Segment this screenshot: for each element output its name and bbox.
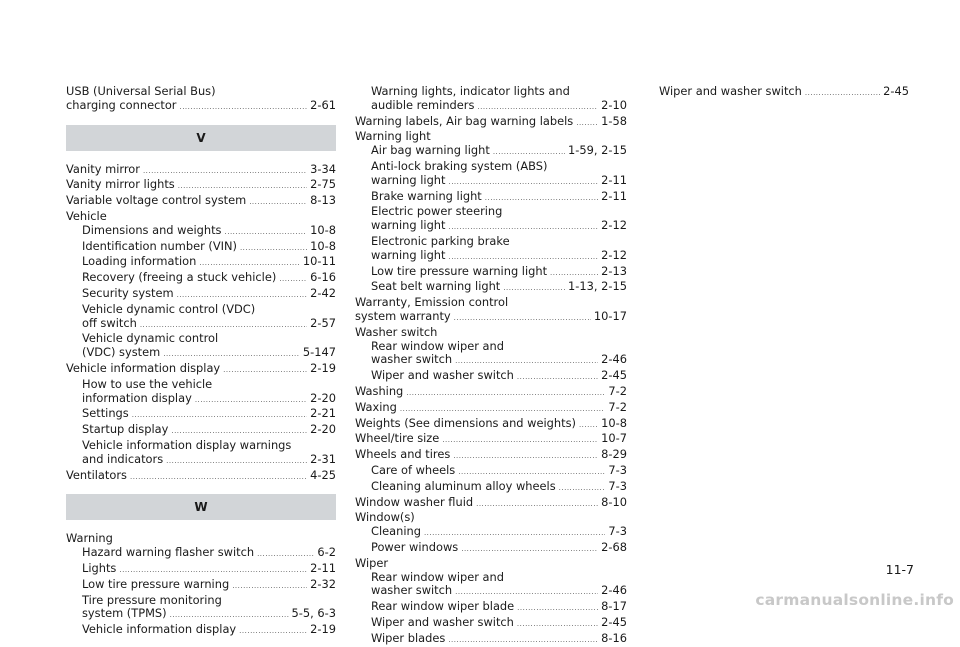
index-subheading: How to use the vehicle (82, 376, 213, 391)
entry-page-ref: 2-11 (601, 188, 627, 203)
entry-page-ref: 2-45 (883, 84, 909, 98)
index-entry (66, 163, 336, 179)
index-subentry (355, 464, 627, 480)
entry-page-ref: 2-45 (601, 614, 627, 629)
entry-label: Security system (82, 285, 174, 300)
index-entry (66, 178, 336, 194)
entry-page-ref: 7-2 (608, 399, 627, 414)
index-subentry (355, 600, 627, 616)
entry-label: Hazard warning flasher switch (82, 545, 255, 560)
entry-page-ref: 10-17 (593, 308, 627, 323)
index-subentry (355, 353, 627, 369)
entry-label: information display (82, 390, 192, 405)
entry-page-ref: 8-13 (310, 193, 336, 208)
index-entry (355, 401, 627, 417)
entry-page-ref: 2-19 (310, 360, 336, 375)
dot-leader (171, 423, 307, 439)
entry-label: Care of wheels (371, 462, 456, 477)
entry-label: and indicators (82, 451, 164, 466)
index-subentry (66, 607, 336, 623)
index-entry (66, 194, 336, 210)
dot-leader (232, 578, 307, 594)
index-column-1 (66, 85, 336, 639)
entry-page-ref: 5-147 (302, 345, 336, 360)
index-entry (66, 362, 336, 378)
dot-leader (239, 623, 307, 639)
dot-leader (517, 616, 598, 632)
index-subentry (355, 249, 627, 265)
dot-leader (179, 99, 307, 115)
entry-label: Power windows (371, 539, 459, 554)
index-subentry (66, 562, 336, 578)
entry-label: Wiper and washer switch (371, 368, 514, 383)
entry-page-ref: 2-57 (310, 315, 336, 330)
entry-page-ref: 2-13 (601, 263, 627, 278)
dot-leader (448, 632, 598, 647)
entry-label: Seat belt warning light (371, 279, 501, 294)
entry-label: charging connector (66, 97, 177, 112)
page-number: 11-7 (885, 562, 914, 577)
entry-label: Vanity mirror (66, 161, 140, 176)
entry-page-ref: 8-16 (601, 630, 627, 645)
index-subheading: Vehicle information display warnings (82, 437, 292, 452)
dot-leader (476, 496, 598, 512)
index-subentry (355, 632, 627, 647)
entry-label: Vanity mirror lights (66, 177, 175, 192)
dot-leader (576, 115, 598, 131)
watermark-text: carmanualsonline.info (755, 591, 954, 609)
index-entry (355, 385, 627, 401)
entry-page-ref: 2-19 (310, 622, 336, 637)
index-subheading: Rear window wiper and (371, 338, 504, 353)
dot-leader (550, 265, 598, 281)
dot-leader (178, 178, 307, 194)
entry-label: Wheel/tire size (355, 431, 440, 446)
index-subentry (66, 271, 336, 287)
entry-page-ref: 8-29 (601, 447, 627, 462)
dot-leader (442, 432, 598, 448)
index-entry (66, 469, 336, 485)
entry-page-ref: 10-8 (310, 238, 336, 253)
index-entry (355, 310, 627, 326)
index-subentry (66, 255, 336, 271)
dot-leader (579, 417, 598, 433)
entry-page-ref: 2-10 (601, 97, 627, 112)
entry-page-ref: 7-3 (608, 462, 627, 477)
dot-leader (195, 392, 307, 408)
entry-page-ref: 6-2 (317, 545, 336, 560)
index-subentry (66, 346, 336, 362)
dot-leader (805, 85, 880, 101)
entry-page-ref: 2-46 (601, 583, 627, 598)
entry-label: Low tire pressure warning (82, 576, 230, 591)
index-subentry (66, 578, 336, 594)
dot-leader (448, 249, 598, 265)
section-header-w: W (66, 494, 336, 520)
entry-page-ref: 8-10 (601, 494, 627, 509)
index-subentry (66, 546, 336, 562)
dot-leader (199, 255, 300, 271)
dot-leader (424, 525, 605, 541)
entry-page-ref: 7-2 (608, 383, 627, 398)
index-entry (355, 417, 627, 433)
dot-leader (279, 271, 307, 287)
entry-label: Ventilators (66, 467, 127, 482)
entry-label: Cleaning aluminum alloy wheels (371, 478, 556, 493)
entry-label: audible reminders (371, 97, 475, 112)
entry-label: Settings (82, 406, 129, 421)
index-heading: Wiper (355, 555, 389, 570)
entry-label: Warning labels, Air bag warning labels (355, 113, 574, 128)
index-subheading: Tire pressure monitoring (82, 592, 222, 607)
entry-label: Wiper and washer switch (371, 614, 514, 629)
entry-label: Air bag warning light (371, 143, 490, 158)
entry-label: warning light (371, 218, 446, 233)
index-subentry (643, 85, 909, 101)
entry-label: off switch (82, 315, 137, 330)
entry-page-ref: 2-21 (310, 406, 336, 421)
index-heading: Warning (66, 531, 113, 546)
entry-label: Wiper blades (371, 630, 446, 645)
entry-page-ref: 1-13, 2-15 (568, 279, 627, 294)
entry-label: (VDC) system (82, 345, 161, 360)
dot-leader (249, 194, 307, 210)
entry-label: system (TPMS) (82, 606, 167, 621)
dot-leader (455, 353, 598, 369)
index-subentry (355, 541, 627, 557)
entry-page-ref: 2-20 (310, 390, 336, 405)
index-subheading: Anti-lock braking system (ABS) (371, 158, 548, 173)
entry-page-ref: 10-7 (601, 431, 627, 446)
index-subentry (355, 219, 627, 235)
index-subentry (66, 224, 336, 240)
entry-page-ref: 2-11 (310, 560, 336, 575)
dot-leader (130, 469, 307, 485)
index-subentry (66, 423, 336, 439)
index-subentry (66, 287, 336, 303)
entry-page-ref: 1-59, 2-15 (568, 143, 627, 158)
entry-label: Recovery (freeing a stuck vehicle) (82, 270, 277, 285)
index-subentry (66, 240, 336, 256)
dot-leader (170, 607, 289, 623)
dot-leader (163, 346, 300, 362)
entry-page-ref: 2-42 (310, 285, 336, 300)
dot-leader (406, 385, 605, 401)
dot-leader (454, 310, 591, 326)
dot-leader (177, 287, 308, 303)
index-subentry (66, 453, 336, 469)
dot-leader (517, 369, 598, 385)
entry-label: Vehicle information display (66, 360, 221, 375)
index-subheading: Warning lights, indicator lights and (371, 84, 570, 98)
dot-leader (257, 546, 314, 562)
entry-page-ref: 10-8 (310, 222, 336, 237)
index-heading: Warning light (355, 129, 431, 144)
dot-leader (493, 144, 565, 160)
index-subheading: Electric power steering (371, 204, 503, 219)
index-heading: Washer switch (355, 324, 438, 339)
dot-leader (477, 99, 598, 115)
index-heading: USB (Universal Serial Bus) (66, 84, 216, 98)
index-subentry (355, 99, 627, 115)
dot-leader (240, 240, 307, 256)
entry-page-ref: 4-25 (310, 467, 336, 482)
dot-leader (458, 464, 605, 480)
entry-label: Washing (355, 383, 404, 398)
index-entry (355, 432, 627, 448)
dot-leader (225, 224, 308, 240)
entry-label: Low tire pressure warning light (371, 263, 548, 278)
entry-label: Dimensions and weights (82, 222, 222, 237)
index-entry (355, 448, 627, 464)
index-entry (355, 115, 627, 131)
index-subentry (66, 392, 336, 408)
entry-label: Startup display (82, 422, 169, 437)
index-subentry (355, 525, 627, 541)
entry-page-ref: 2-20 (310, 422, 336, 437)
entry-label: Variable voltage control system (66, 193, 247, 208)
dot-leader (455, 584, 598, 600)
entry-page-ref: 2-31 (310, 451, 336, 466)
entry-label: washer switch (371, 352, 453, 367)
entry-page-ref: 2-68 (601, 539, 627, 554)
dot-leader (503, 280, 565, 296)
dot-leader (400, 401, 606, 417)
entry-page-ref: 2-46 (601, 352, 627, 367)
entry-label: Rear window wiper blade (371, 599, 515, 614)
entry-label: Lights (82, 560, 117, 575)
index-subentry (355, 144, 627, 160)
entry-page-ref: 5-5, 6-3 (291, 606, 336, 621)
entry-page-ref: 2-12 (601, 247, 627, 262)
index-heading: Vehicle (66, 208, 107, 223)
dot-leader (453, 448, 598, 464)
entry-label: Wiper and washer switch (659, 84, 802, 98)
dot-leader (559, 480, 606, 496)
index-subentry (355, 369, 627, 385)
index-subentry (355, 265, 627, 281)
entry-label: warning light (371, 247, 446, 262)
dot-leader (223, 362, 307, 378)
entry-label: system warranty (355, 308, 451, 323)
entry-page-ref: 2-32 (310, 576, 336, 591)
dot-leader (461, 541, 598, 557)
entry-page-ref: 8-17 (601, 599, 627, 614)
entry-label: Brake warning light (371, 188, 482, 203)
index-subheading: Rear window wiper and (371, 569, 504, 584)
entry-page-ref: 10-11 (302, 254, 336, 269)
entry-page-ref: 2-12 (601, 218, 627, 233)
index-entry (66, 99, 336, 115)
index-subheading: Electronic parking brake (371, 233, 510, 248)
index-subheading: Vehicle dynamic control (VDC) (82, 301, 256, 316)
index-heading: Warranty, Emission control (355, 295, 509, 310)
index-subentry (66, 407, 336, 423)
entry-label: Waxing (355, 399, 397, 414)
dot-leader (448, 174, 598, 190)
entry-label: warning light (371, 172, 446, 187)
dot-leader (143, 163, 307, 179)
index-subentry (66, 317, 336, 333)
dot-leader (485, 190, 598, 206)
entry-label: Window washer fluid (355, 494, 474, 509)
dot-leader (166, 453, 307, 469)
index-column-2 (355, 85, 627, 647)
index-subentry (355, 174, 627, 190)
index-subheading: Vehicle dynamic control (82, 331, 219, 346)
entry-page-ref: 2-45 (601, 368, 627, 383)
entry-page-ref: 2-61 (310, 97, 336, 112)
index-subentry (355, 616, 627, 632)
entry-page-ref: 7-3 (608, 478, 627, 493)
index-subentry (355, 190, 627, 206)
entry-page-ref: 1-58 (601, 113, 627, 128)
index-subentry (355, 584, 627, 600)
entry-label: Weights (See dimensions and weights) (355, 415, 576, 430)
dot-leader (132, 407, 307, 423)
dot-leader (448, 219, 598, 235)
index-subentry (355, 480, 627, 496)
entry-label: washer switch (371, 583, 453, 598)
entry-page-ref: 3-34 (310, 161, 336, 176)
section-header-v: V (66, 125, 336, 151)
entry-label: Wheels and tires (355, 447, 451, 462)
entry-page-ref: 2-11 (601, 172, 627, 187)
index-entry (355, 496, 627, 512)
dot-leader (140, 317, 307, 333)
entry-label: Vehicle information display (82, 622, 237, 637)
entry-page-ref: 10-8 (601, 415, 627, 430)
index-heading: Window(s) (355, 510, 415, 525)
dot-leader (119, 562, 307, 578)
dot-leader (517, 600, 598, 616)
index-subentry (355, 280, 627, 296)
entry-page-ref: 7-3 (608, 524, 627, 539)
entry-page-ref: 2-75 (310, 177, 336, 192)
entry-label: Loading information (82, 254, 197, 269)
entry-page-ref: 6-16 (310, 270, 336, 285)
entry-label: Cleaning (371, 524, 421, 539)
index-column-3 (643, 85, 909, 101)
entry-label: Identification number (VIN) (82, 238, 237, 253)
index-subentry (66, 623, 336, 639)
